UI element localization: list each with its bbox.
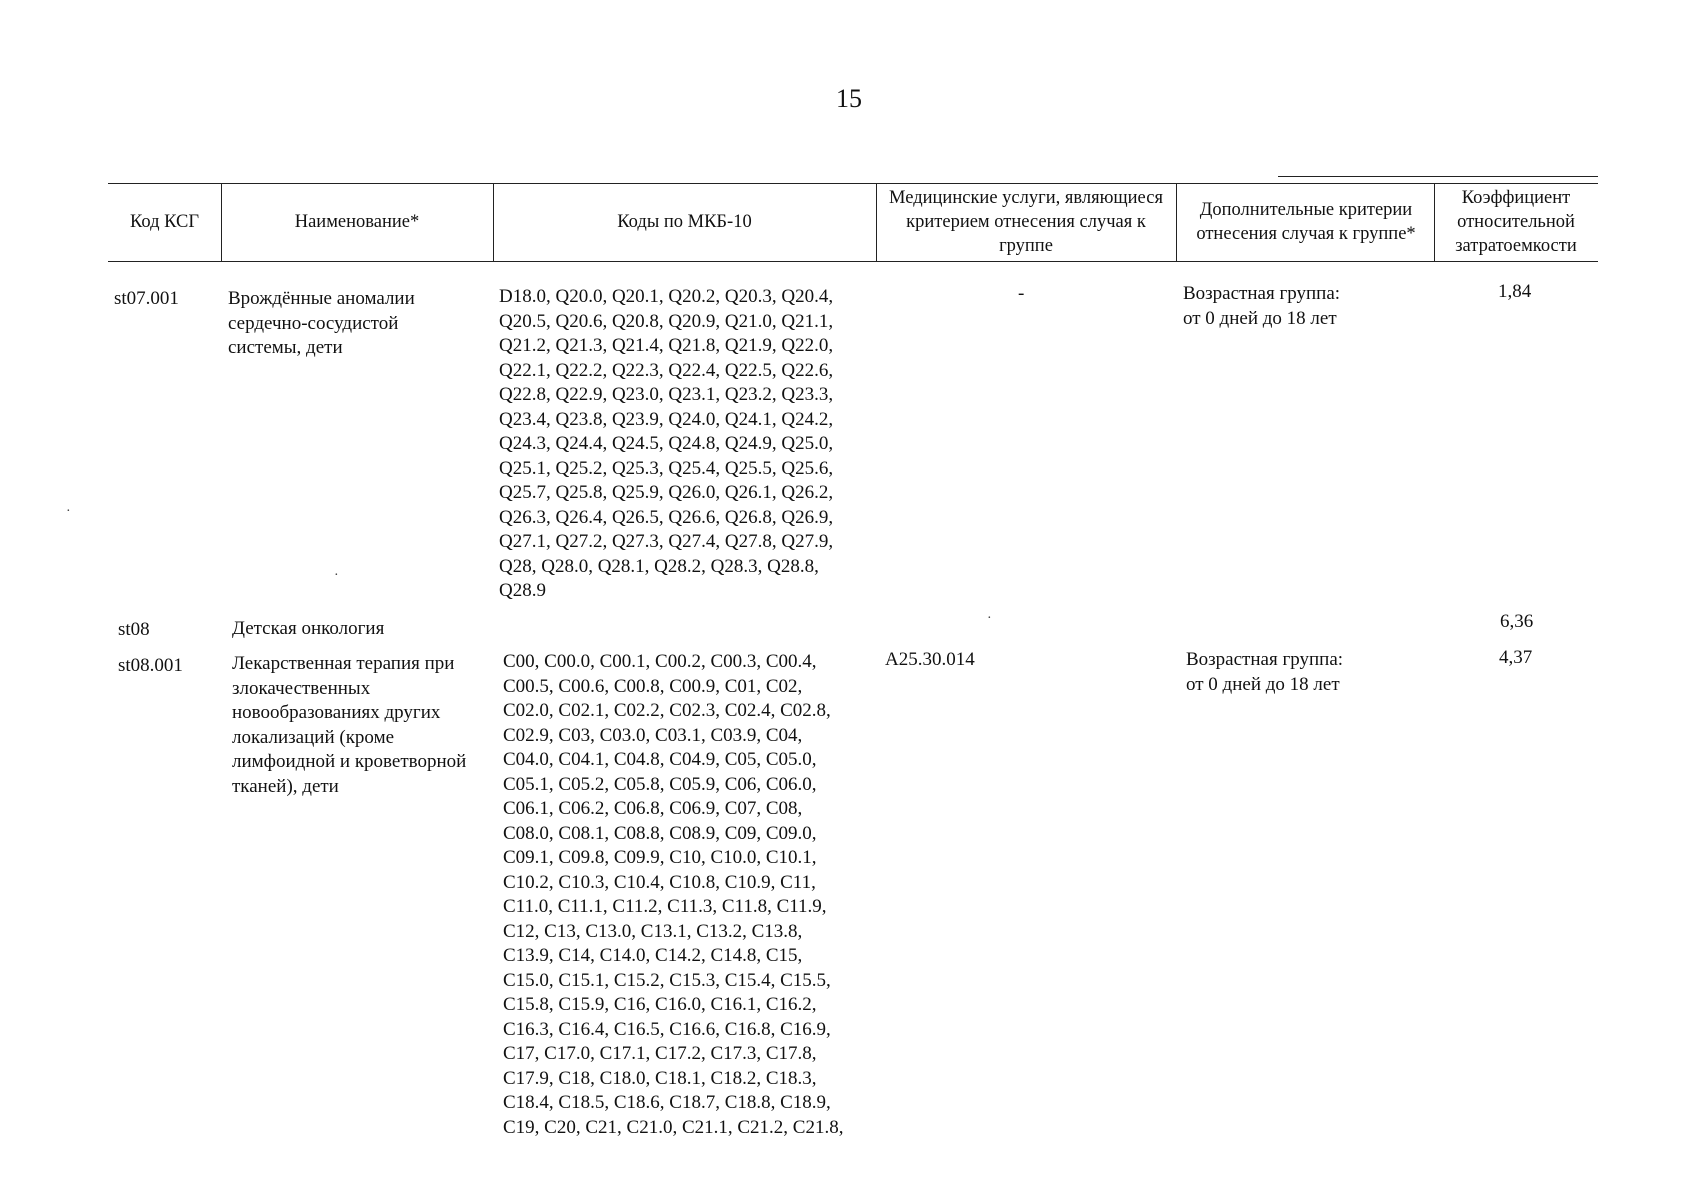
column-divider <box>876 183 877 261</box>
row-code: st07.001 <box>114 288 179 309</box>
row-medical-services: - <box>1018 283 1025 304</box>
row-medical-services: A25.30.014 <box>885 649 975 670</box>
header-name: Наименование* <box>294 212 420 232</box>
row-cost-coefficient: 4,37 <box>1499 647 1533 668</box>
row-cost-coefficient: 6,36 <box>1500 611 1534 632</box>
header-additional-criteria: Дополнительные критерии отнесения случая к группе* <box>1196 200 1416 244</box>
row-code: st08.001 <box>118 655 183 676</box>
scan-speck: · <box>987 611 992 626</box>
row-mkb-codes: C00, C00.0, C00.1, C00.2, C00.3, C00.4, C00.5, C00.6, C00.8, C00.9, C01, C02, C02.0, C02.1, C02.2, C02.3, C02.4, C02.8, C02.9, C03, C03.0, C03.1, C03.9, C04, C04.0, C04.1, C04.8, C04.9, C05, C05.0, C05.1, C05.2, C05.8, C05.9, C06, C06.0, C06.1, C06.2, C06.8, C06.9, C07, C08, C08.0, C08.1, C08.8, C08.9, C09, C09.0, C09.1, C09.8, C09.9, C10, C10.0, C10.1, C10.2, C10.3, C10.4, C10.8, C10.9, C11, C11.0, C11.1, C11.2, C11.3, C11.8, C11.9, C12, C13, C13.0, C13.1, C13.2, C13.8, C13.9, C14, C14.0, C14.2, C14.8, C15, C15.0, C15.1, C15.2, C15.3, C15.4, C15.5, C15.8, C15.9, C16, C16.0, C16.1, C16.2, C16.3, C16.4, C16.5, C16.6, C16.8, C16.9, C17, C17.0, C17.1, C17.2, C17.3, C17.8, C17.9, C18, C18.0, C18.1, C18.2, C18.3, C18.4, C18.5, C18.6, C18.7, C18.8, C18.9, C19, C20, C21, C21.0, C21.1, C21.2, C21.8, <box>503 651 844 1138</box>
row-additional-criteria: Возрастная группа: от 0 дней до 18 лет <box>1183 283 1341 329</box>
row-code: st08 <box>118 619 150 640</box>
row-additional-criteria: Возрастная группа: от 0 дней до 18 лет <box>1186 649 1344 695</box>
header-cost-coefficient: Коэффициент относительной затратоемкости <box>1455 188 1577 256</box>
page-number: 15 <box>836 84 862 113</box>
table-header-bottom-rule <box>108 261 1598 262</box>
row-name: Лекарственная терапия при злокачественных новообразованиях других локализаций (кроме лимфоидной и кроветворной тканей), дети <box>232 653 467 797</box>
row-mkb-codes: D18.0, Q20.0, Q20.1, Q20.2, Q20.3, Q20.4, Q20.5, Q20.6, Q20.8, Q20.9, Q21.0, Q21.1, Q21.2, Q21.3, Q21.4, Q21.8, Q21.9, Q22.0, Q22.1, Q22.2, Q22.3, Q22.4, Q22.5, Q22.6, Q22.8, Q22.9, Q23.0, Q23.1, Q23.2, Q23.3, Q23.4, Q23.8, Q23.9, Q24.0, Q24.1, Q24.2, Q24.3, Q24.4, Q24.5, Q24.8, Q24.9, Q25.0, Q25.1, Q25.2, Q25.3, Q25.4, Q25.5, Q25.6, Q25.7, Q25.8, Q25.9, Q26.0, Q26.1, Q26.2, Q26.3, Q26.4, Q26.5, Q26.6, Q26.8, Q26.9, Q27.1, Q27.2, Q27.3, Q27.4, Q27.8, Q27.9, Q28, Q28.0, Q28.1, Q28.2, Q28.3, Q28.8, Q28.9 <box>499 286 834 601</box>
row-name: Врождённые аномалии сердечно-сосудистой системы, дети <box>228 288 415 358</box>
header-mkb-codes: Коды по МКБ-10 <box>617 212 752 232</box>
row-cost-coefficient: 1,84 <box>1498 281 1532 302</box>
row-name: Детская онкология <box>232 618 385 639</box>
table-top-rule-right <box>1278 176 1598 177</box>
header-code: Код КСГ <box>129 212 200 232</box>
scan-speck: · <box>66 504 71 519</box>
column-divider <box>1176 183 1177 261</box>
scan-speck: · <box>334 568 339 583</box>
header-medical-services: Медицинские услуги, являющиеся критерием отнесения случая к группе <box>889 188 1163 256</box>
